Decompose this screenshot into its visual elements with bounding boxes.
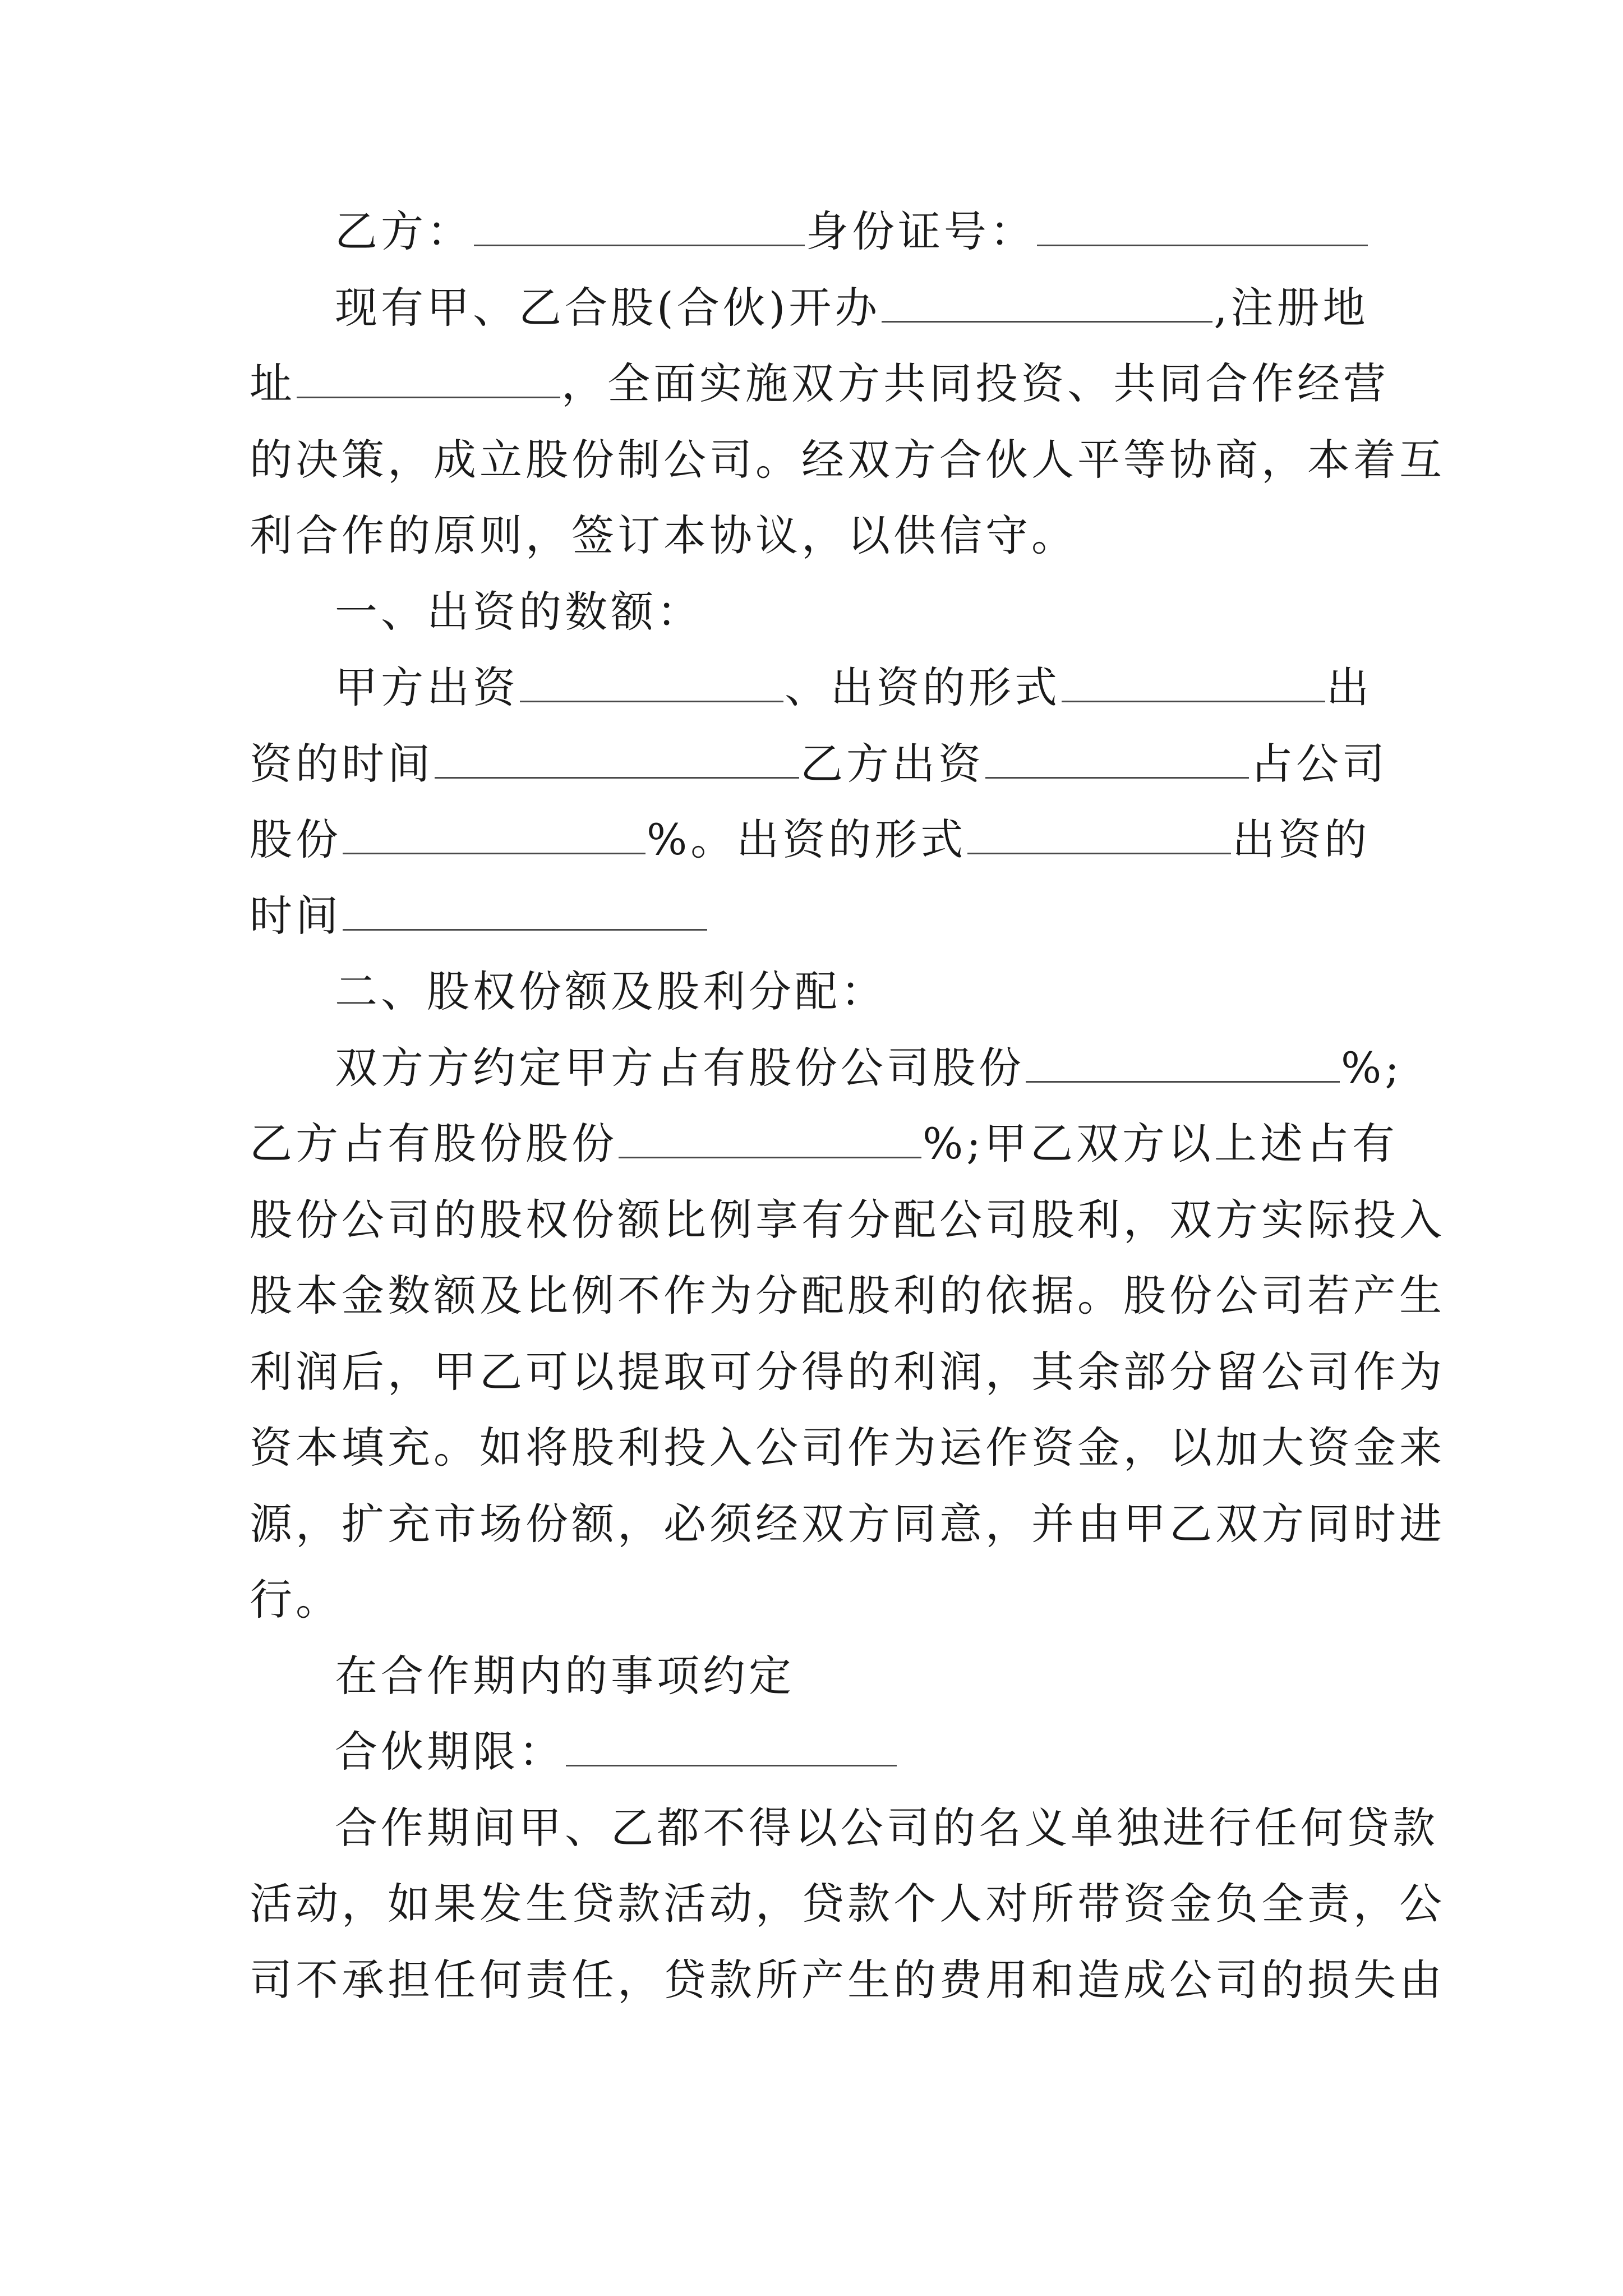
intro-text: 址 bbox=[250, 358, 296, 408]
section-2-line-2 bbox=[250, 1106, 1398, 1182]
section-text: %;甲乙双方以上述占有 bbox=[923, 1119, 1398, 1168]
section-1-line-4 bbox=[250, 878, 1385, 954]
section-text: 双方方约定甲方占有股份公司股份 bbox=[335, 1042, 1025, 1093]
section-text: 出 bbox=[1326, 662, 1372, 712]
agreement-body bbox=[250, 194, 1445, 2018]
section-text: %; bbox=[1341, 1042, 1403, 1093]
section-text: 时间 bbox=[250, 890, 342, 941]
section-text: 出资的 bbox=[1232, 815, 1371, 864]
party-b-percent-blank bbox=[619, 1117, 921, 1158]
party-a-form-blank bbox=[1062, 661, 1325, 702]
section-1-line-1 bbox=[250, 650, 1385, 726]
intro-line-3: 的决策，成立股份制公司。经双方合伙人平等协商，本着互 bbox=[250, 434, 1445, 485]
section-2-heading: 二、股权份额及股利分配： bbox=[335, 967, 887, 1016]
section-2-line-7: 源，扩充市场份额，必须经双方同意，并由甲乙双方同时进 bbox=[250, 1498, 1445, 1549]
section-text: 乙方占有股份股份 bbox=[250, 1119, 617, 1168]
section-3-line-3: 司不承担任何责任，贷款所产生的费用和造成公司的损失由 bbox=[250, 1954, 1445, 2005]
party-b-name-blank bbox=[474, 205, 805, 246]
section-2-line-3: 股份公司的股权份额比例享有分配公司股利，双方实际投入 bbox=[250, 1194, 1445, 1245]
party-b-share-blank bbox=[343, 813, 645, 854]
intro-line-1 bbox=[250, 270, 1385, 346]
party-b-line bbox=[250, 194, 1385, 270]
party-b-time-blank bbox=[343, 890, 707, 931]
term-label: 合伙期限： bbox=[335, 1727, 565, 1777]
section-2-line-1 bbox=[250, 1030, 1403, 1106]
party-b-amount-blank bbox=[985, 738, 1249, 779]
party-b-form-blank bbox=[967, 813, 1231, 854]
section-3-heading: 在合作期内的事项约定 bbox=[335, 1650, 795, 1701]
section-2-line-8: 行。 bbox=[250, 1575, 342, 1625]
party-b-label: 乙方： bbox=[335, 206, 473, 256]
party-a-amount-blank bbox=[520, 661, 783, 702]
section-1-heading: 一、出资的数额： bbox=[335, 586, 703, 637]
section-text: 乙方出资 bbox=[800, 738, 984, 789]
intro-text: ,注册地 bbox=[1214, 282, 1369, 333]
section-text: 股份 bbox=[250, 815, 342, 864]
intro-text: ，全面实施双方共同投资、共同合作经营 bbox=[561, 358, 1389, 408]
section-text: 甲方出资 bbox=[335, 662, 519, 712]
intro-text: 现有甲、乙合股(合伙)开办 bbox=[335, 282, 881, 333]
section-text: 占公司 bbox=[1250, 738, 1388, 789]
party-a-time-blank bbox=[435, 738, 799, 779]
address-blank bbox=[297, 357, 560, 398]
section-1-line-2 bbox=[250, 726, 1388, 802]
section-2-line-4: 股本金数额及比例不作为分配股利的依据。股份公司若产生 bbox=[250, 1271, 1445, 1320]
section-text: 、出资的形式 bbox=[785, 662, 1061, 712]
term-blank bbox=[566, 1726, 897, 1766]
section-text: 资的时间 bbox=[250, 738, 434, 789]
id-number-blank bbox=[1037, 205, 1368, 246]
intro-line-2 bbox=[250, 346, 1389, 422]
party-a-percent-blank bbox=[1026, 1042, 1340, 1083]
term-line bbox=[250, 1714, 1385, 1790]
section-2-line-5: 利润后，甲乙可以提取可分得的利润，其余部分留公司作为 bbox=[250, 1346, 1445, 1397]
section-2-line-6: 资本填充。如将股利投入公司作为运作资金，以加大资金来 bbox=[250, 1423, 1445, 1473]
id-number-label: 身份证号： bbox=[806, 206, 1036, 256]
company-name-blank bbox=[882, 282, 1212, 323]
section-3-line-2: 活动，如果发生贷款活动，贷款个人对所带资金负全责，公 bbox=[250, 1879, 1445, 1929]
section-text: %。出资的形式 bbox=[647, 815, 967, 864]
section-3-line-1: 合作期间甲、乙都不得以公司的名义单独进行任何贷款 bbox=[335, 1802, 1438, 1853]
intro-line-4: 利合作的原则，签订本协议，以供信守。 bbox=[250, 510, 1077, 560]
section-1-line-3 bbox=[250, 802, 1385, 878]
